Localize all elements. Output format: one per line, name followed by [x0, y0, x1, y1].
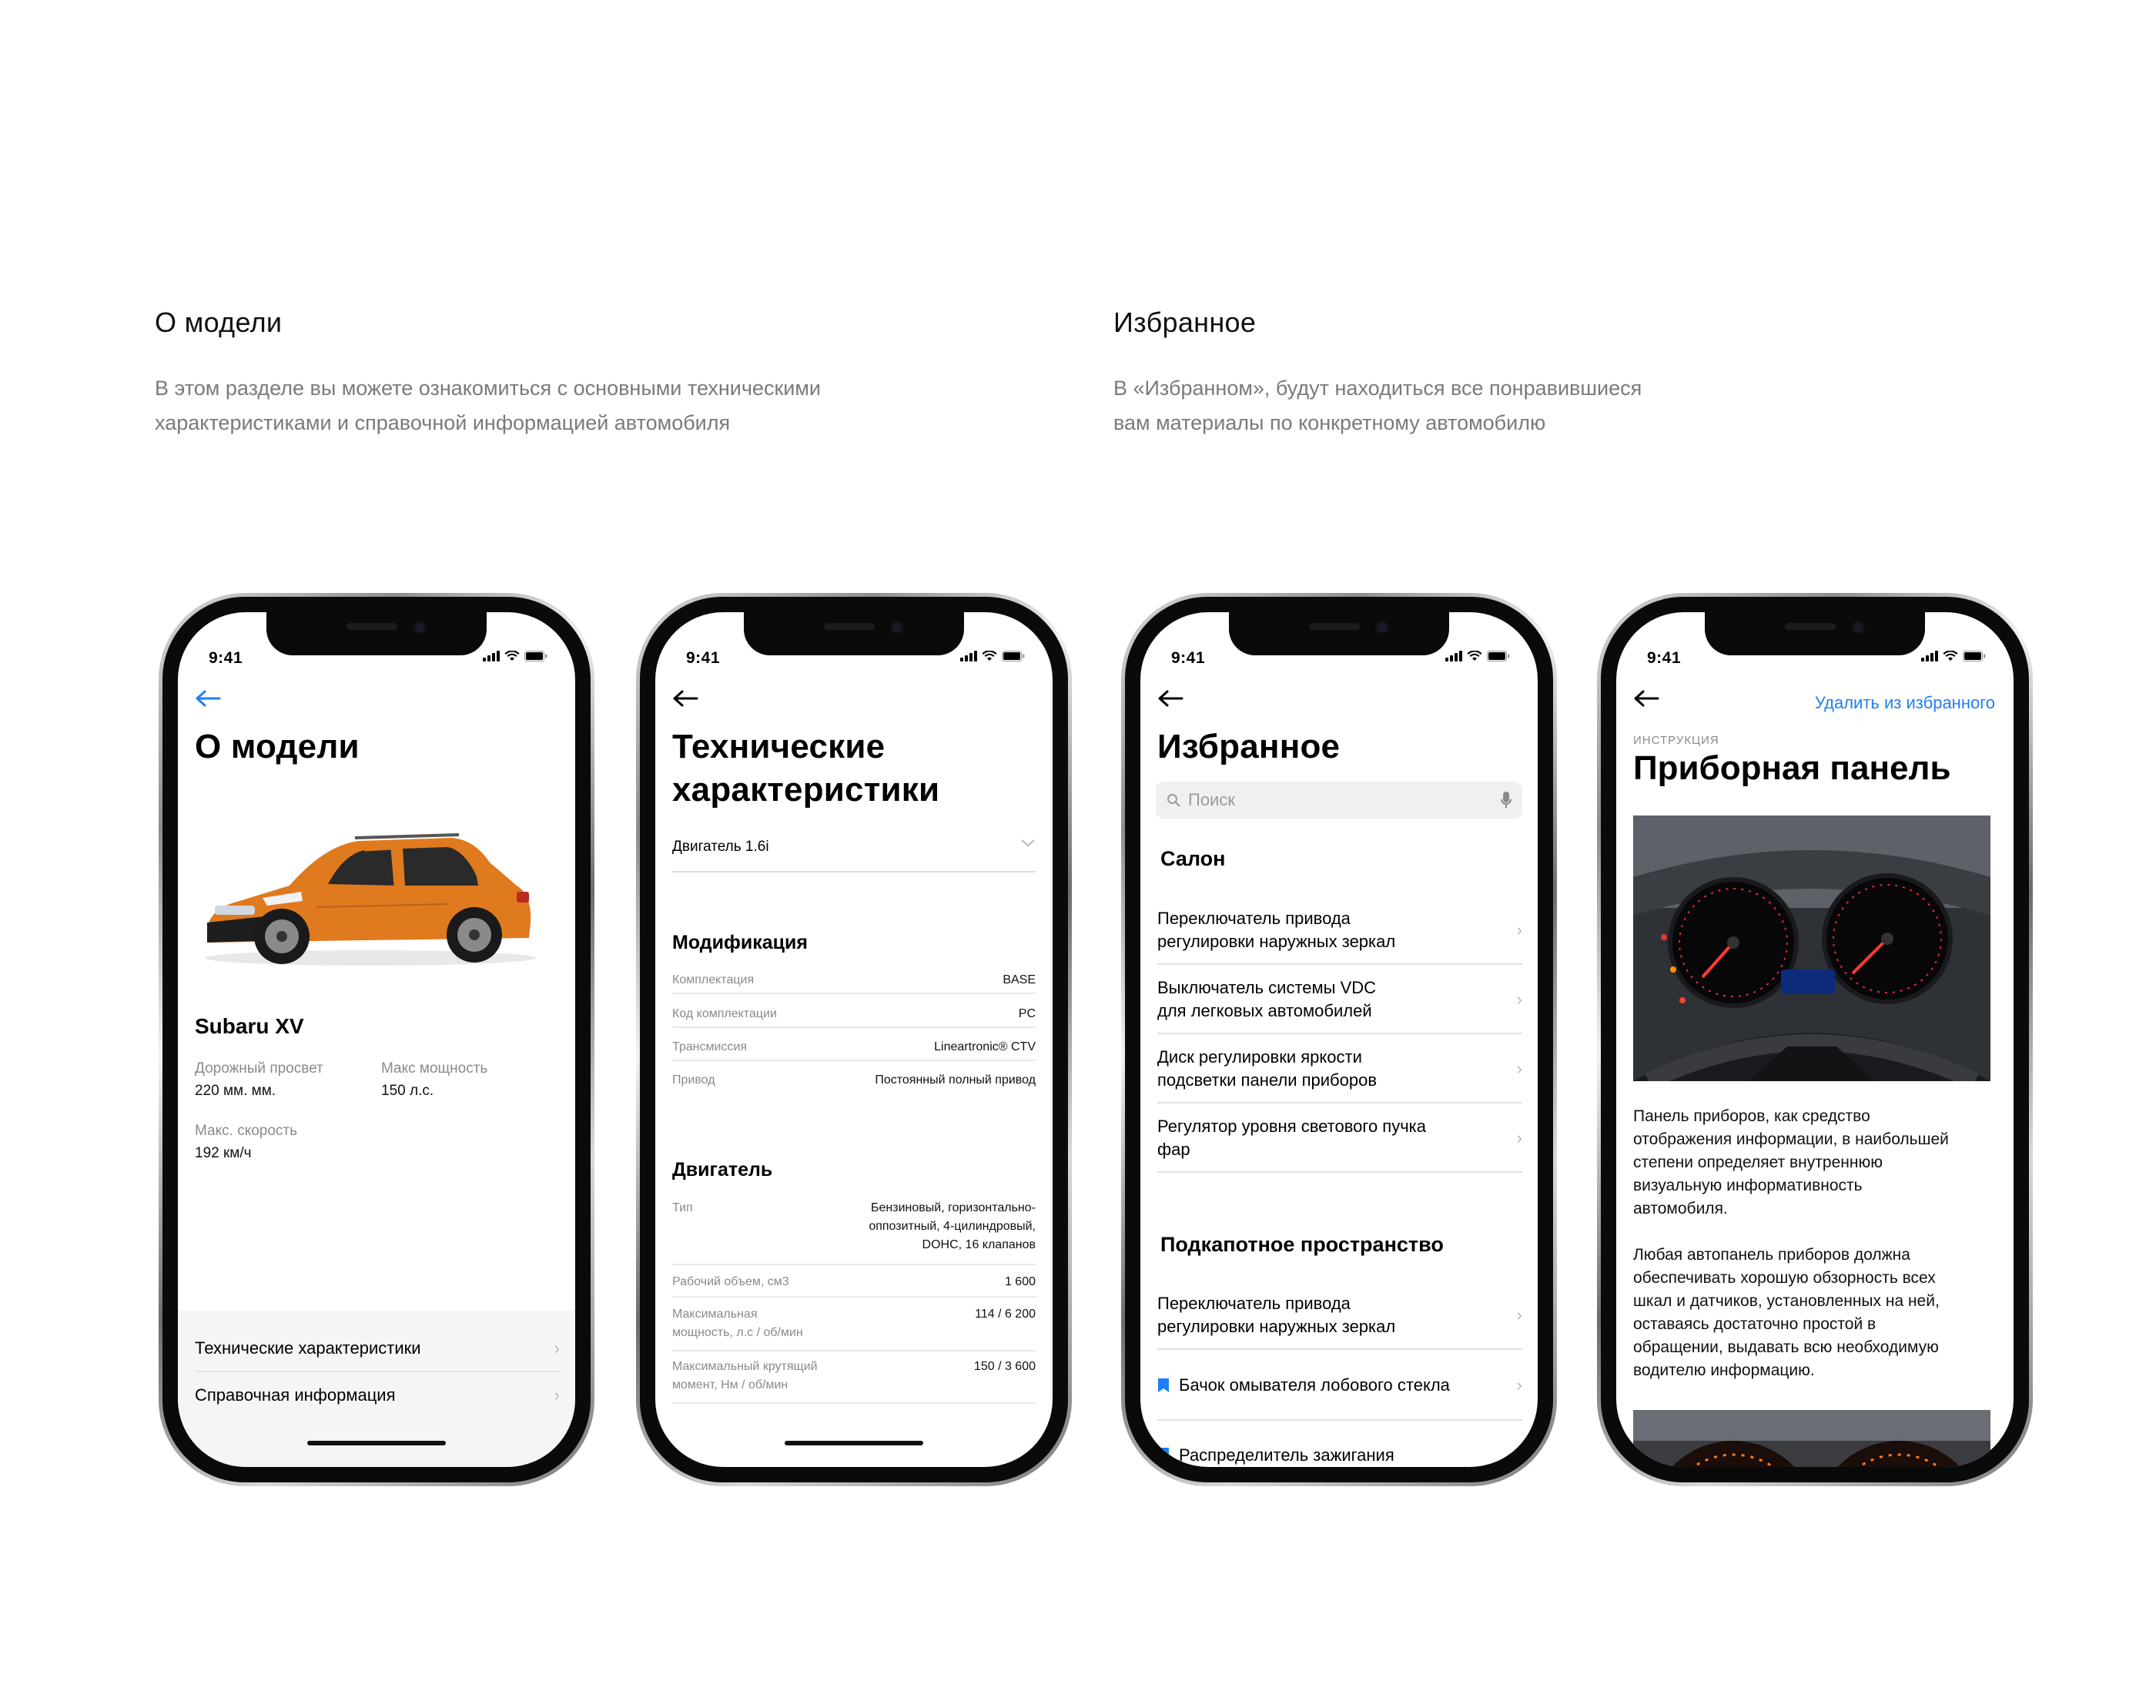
- screen: [1140, 612, 1538, 1467]
- favorite-item[interactable]: Диск регулировки яркости подсветки панели приборов ›: [1157, 1036, 1522, 1104]
- phone-about-model: [159, 593, 594, 1486]
- wifi-icon: [1943, 651, 1958, 661]
- spec-row: Комплектация BASE: [672, 971, 1036, 994]
- page-title: Технические характеристики: [672, 728, 940, 809]
- article-paragraph-1: Панель приборов, как средство отображения информации, в наибольшей степени определяет внутреннюю визуальную информативность автомобиля.: [1633, 1107, 1949, 1217]
- signal-icon: [960, 651, 977, 661]
- favorite-item[interactable]: Переключатель привода регулировки наружных зеркал ›: [1157, 1282, 1522, 1350]
- spec-max-power: Макс мощность 150 л.с.: [381, 1060, 488, 1099]
- section-about: [155, 306, 1002, 440]
- screen: [178, 612, 575, 1467]
- section-heading-modification: Модификация: [672, 932, 808, 953]
- section-heading-engine: Двигатель: [672, 1159, 773, 1181]
- remove-from-favorites-link[interactable]: Удалить из избранного: [1814, 693, 1995, 712]
- signal-icon: [1921, 651, 1938, 661]
- chevron-right-icon: ›: [1516, 1305, 1522, 1325]
- chevron-right-icon: ›: [1516, 1375, 1522, 1395]
- phone-tech-specs: [636, 593, 1072, 1486]
- menu-item-reference[interactable]: Справочная информация ›: [195, 1385, 560, 1405]
- phone-favorites: [1121, 593, 1557, 1486]
- section-favorites: [1113, 306, 1960, 440]
- battery-icon: [1487, 651, 1510, 661]
- signal-icon: [483, 651, 500, 661]
- section-description: В «Избранном», будут находиться все понравившиеся вам материалы по конкретному автомобилю: [1113, 377, 1642, 434]
- microphone-icon[interactable]: [1501, 791, 1512, 809]
- spec-row: Рабочий объем, см3 1 600: [672, 1273, 1036, 1298]
- favorite-item[interactable]: Бачок омывателя лобового стекла ›: [1157, 1351, 1522, 1421]
- back-arrow-icon[interactable]: [1157, 689, 1183, 712]
- favorite-item[interactable]: Переключатель привода регулировки наружных зеркал ›: [1157, 897, 1522, 965]
- battery-icon: [1002, 651, 1025, 661]
- section-title: О модели: [155, 306, 283, 338]
- gauges-photo: [1633, 1410, 1990, 1467]
- car-image: [193, 815, 547, 969]
- signal-icon: [1445, 651, 1462, 661]
- chevron-right-icon: ›: [554, 1338, 560, 1358]
- home-indicator: [785, 1441, 923, 1445]
- section-title: Избранное: [1113, 306, 1257, 338]
- dashboard-photo: [1633, 815, 1990, 1081]
- wifi-icon: [504, 651, 520, 661]
- spec-row: Привод Постоянный полный привод: [672, 1073, 1036, 1087]
- article-paragraph-2: Любая автопанель приборов должна обеспечивать хорошую обзорность всех шкал и датчиков, установленных на ней, оставаясь достаточно простой в обращении, выдавать всю необходимую водителю информацию.: [1633, 1246, 1940, 1379]
- favorite-item[interactable]: Регулятор уровня светового пучка фар ›: [1157, 1105, 1522, 1173]
- back-arrow-icon[interactable]: [195, 689, 221, 712]
- status-time: 9:41: [686, 649, 721, 667]
- status-icons: [483, 651, 547, 661]
- bookmark-icon: [1157, 1378, 1170, 1393]
- section-heading-salon: Салон: [1160, 847, 1226, 870]
- article-title: Приборная панель: [1633, 749, 1951, 787]
- spec-row: Максимальный крутящий момент, Нм / об/мин 150 / 3 600: [672, 1358, 1036, 1404]
- page-title: Избранное: [1157, 728, 1341, 765]
- chevron-right-icon: ›: [554, 1385, 560, 1405]
- menu-item-tech-specs[interactable]: Технические характеристики ›: [195, 1326, 560, 1372]
- model-name: Subaru XV: [195, 1014, 304, 1038]
- back-arrow-icon[interactable]: [1633, 689, 1659, 712]
- engine-select[interactable]: Двигатель 1.6i: [672, 839, 1036, 872]
- search-input[interactable]: Поиск: [1156, 782, 1522, 819]
- section-description: В этом разделе вы можете ознакомиться с основными техническими характеристиками и справочной информацией автомобиля: [155, 377, 821, 434]
- search-icon: [1167, 793, 1180, 807]
- status-icons: [960, 651, 1025, 661]
- wifi-icon: [982, 651, 997, 661]
- spec-row: Код комплектации PC: [672, 1005, 1036, 1028]
- chevron-right-icon: ›: [1516, 990, 1522, 1009]
- spec-max-speed: Макс. скорость 192 км/ч: [195, 1123, 298, 1161]
- favorite-item[interactable]: Распределитель зажигания ›: [1157, 1421, 1522, 1467]
- status-icons: [1445, 651, 1510, 661]
- spec-row: Тип Бензиновый, горизонтально- оппозитный, 4-цилиндровый, DOHC, 16 клапанов: [672, 1199, 1036, 1265]
- spec-ground-clearance: Дорожный просвет 220 мм. мм.: [195, 1060, 323, 1099]
- chevron-right-icon: ›: [1516, 1059, 1522, 1078]
- favorite-item[interactable]: Выключатель системы VDC для легковых автомобилей ›: [1157, 966, 1522, 1034]
- back-arrow-icon[interactable]: [672, 689, 698, 712]
- bookmark-icon: [1157, 1447, 1170, 1462]
- screen: [1616, 612, 2014, 1467]
- status-icons: [1921, 651, 1986, 661]
- chevron-right-icon: ›: [1516, 1128, 1522, 1147]
- battery-icon: [1963, 651, 1986, 661]
- section-heading-engine-bay: Подкапотное пространство: [1160, 1233, 1444, 1256]
- home-indicator: [307, 1441, 446, 1445]
- wifi-icon: [1467, 651, 1482, 661]
- status-time: 9:41: [209, 649, 243, 667]
- battery-icon: [524, 651, 547, 661]
- page-title: О модели: [195, 728, 360, 765]
- spec-row: Трансмиссия Lineartronic® CTV: [672, 1038, 1036, 1061]
- status-time: 9:41: [1647, 649, 1682, 667]
- chevron-right-icon: ›: [1516, 1445, 1522, 1465]
- spec-row: Максимальная мощность, л.с / об/мин 114 / 6 200: [672, 1305, 1036, 1351]
- chevron-down-icon: [1020, 839, 1036, 848]
- status-time: 9:41: [1171, 649, 1206, 667]
- chevron-right-icon: ›: [1516, 920, 1522, 939]
- article-category: ИНСТРУКЦИЯ: [1633, 734, 1719, 747]
- screen: [655, 612, 1053, 1467]
- phone-article: [1597, 593, 2033, 1486]
